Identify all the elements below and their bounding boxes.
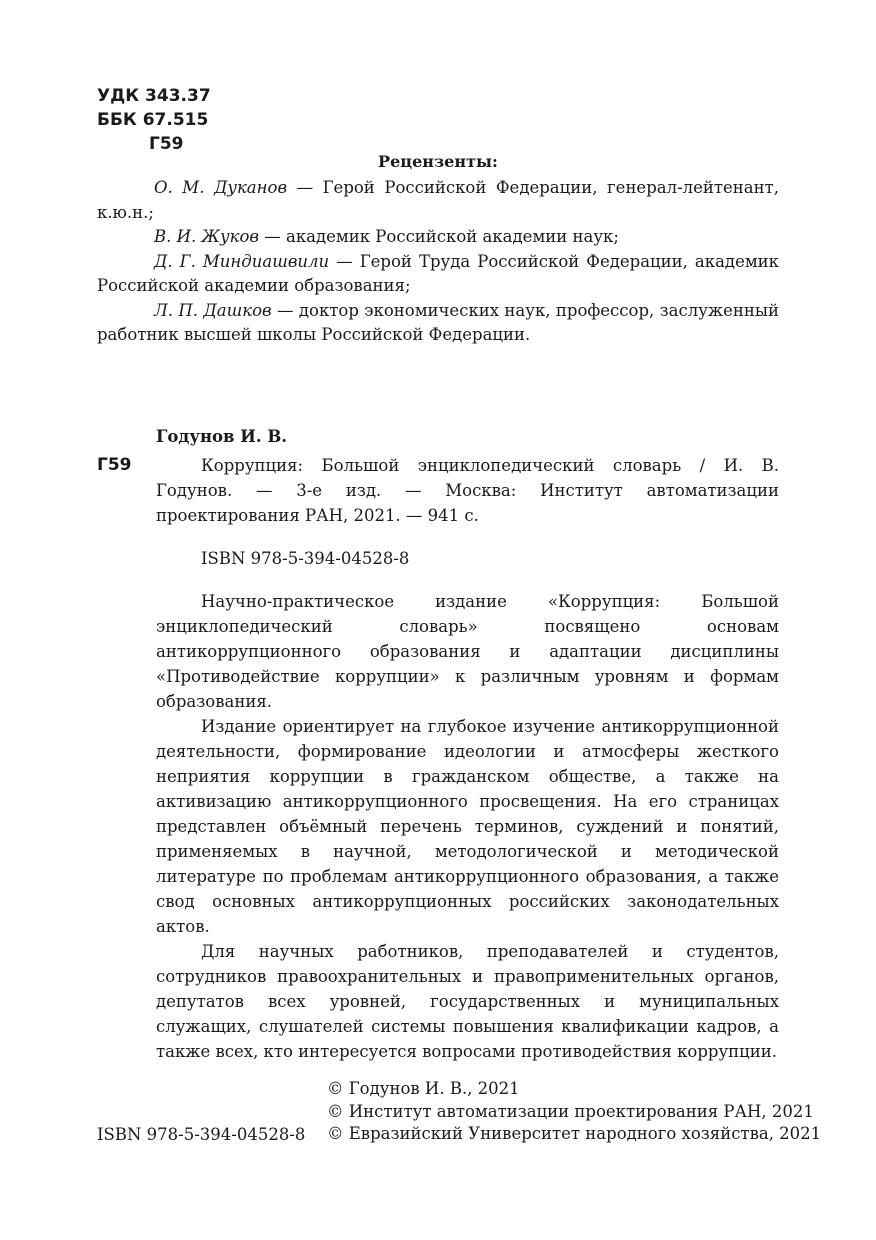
classification-codes <box>97 84 211 156</box>
reviewer-name: О. М. Дуканов <box>154 178 288 197</box>
bibliographic-description: Коррупция: Большой энциклопедический словарь / И. В. Годунов. — 3-е изд. — Москва: Институт автоматизации проектирования РАН, 2021. — 941 с. <box>156 456 779 525</box>
reviewer-name: В. И. Жуков <box>154 227 259 246</box>
bbk-code: ББК 67.515 <box>97 110 209 130</box>
catalog-code: Г59 <box>97 455 132 475</box>
udk-code: УДК 343.37 <box>97 86 211 106</box>
catalog-card-body <box>156 453 779 1064</box>
copyright-block <box>327 1078 821 1146</box>
annotation-paragraph: Для научных работников, преподавателей и студентов, сотрудников правоохранительных и правоприменительных органов, депутатов всех уровней, государственных и муниципальных служащих, слушателей системы повышения квалификации кадров, а также всех, кто интересуется вопросами противодействия коррупции. <box>156 942 779 1061</box>
annotation <box>156 589 779 1064</box>
reviewers-list <box>97 176 779 348</box>
copyright-line: © Евразийский Университет народного хозяйства, 2021 <box>327 1124 822 1143</box>
author-mark-code: Г59 <box>149 134 184 154</box>
reviewer-description: — академик Российской академии наук; <box>259 227 619 246</box>
reviewer-description: — доктор экономических наук, профессор, заслуженный работник высшей школы Российской Федерации. <box>97 300 779 344</box>
reviewers-heading: Рецензенты: <box>378 152 498 171</box>
reviewer-entry <box>97 299 779 348</box>
annotation-paragraph: Издание ориентирует на глубокое изучение антикоррупционной деятельности, формирование идеологии и атмосферы жесткого неприятия коррупции в гражданском обществе, а также на активизацию антикоррупционного просвещения. На его страницах представлен объёмный перечень терминов, суждений и понятий, применяемых в научной, методологической и методической литературе по проблемам антикоррупционного образования, а также свод основных антикоррупционных российских законодательных актов. <box>156 717 779 936</box>
reviewer-name: Л. П. Дашков <box>154 300 272 320</box>
reviewer-name: Д. Г. Миндиашвили <box>154 251 330 271</box>
catalog-author: Годунов И. В. <box>156 427 288 446</box>
copyright-line: © Институт автоматизации проектирования РАН, 2021 <box>327 1101 814 1121</box>
copyright-line: © Годунов И. В., 2021 <box>327 1079 520 1098</box>
annotation-paragraph: Научно-практическое издание «Коррупция: Большой энциклопедический словарь» посвящено основам антикоррупционного образования и адаптации дисциплины «Противодействие коррупции» к различным уровням и формам образования. <box>156 592 779 711</box>
reviewer-entry <box>97 250 779 299</box>
reviewer-description: — Герой Российской Федерации, генерал-лейтенант, к.ю.н.; <box>97 178 779 222</box>
footer-isbn: ISBN 978-5-394-04528-8 <box>97 1125 306 1144</box>
reviewer-description: — Герой Труда Российской Федерации, академик Российской академии образования; <box>97 251 779 295</box>
reviewer-entry <box>97 225 779 250</box>
catalog-isbn: ISBN 978-5-394-04528-8 <box>201 549 410 568</box>
reviewer-entry <box>97 176 779 225</box>
